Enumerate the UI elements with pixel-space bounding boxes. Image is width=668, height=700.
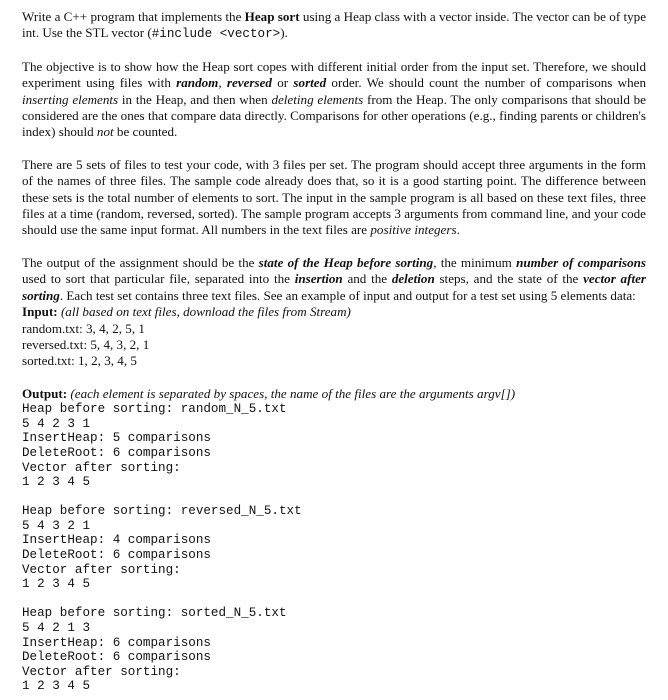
- input-label: Input:: [22, 304, 58, 320]
- code-line: 1 2 3 4 5: [22, 679, 91, 694]
- code-line: Heap before sorting: random_N_5.txt: [22, 402, 287, 417]
- code-line: Vector after sorting:: [22, 562, 181, 577]
- output-desc-text: The output of the assignment should be the: [22, 254, 259, 270]
- objective-text-2: ,: [218, 75, 227, 91]
- output-heading: [22, 386, 646, 402]
- output-desc-text-4: and the: [342, 271, 392, 287]
- paragraph-gap: [22, 141, 646, 157]
- output-label: Output:: [22, 385, 68, 401]
- output-note: (each element is separated by spaces, the name of the files are the arguments argv[]): [67, 385, 516, 401]
- intro-text: Write a C++ program that implements the: [22, 9, 245, 24]
- input-file-line: sorted.txt: 1, 2, 3, 4, 5: [22, 353, 137, 369]
- test-sets-paragraph: [22, 157, 646, 239]
- heap-sort-term: Heap sort: [244, 9, 300, 24]
- output-desc-text-2: , the minimum: [433, 254, 517, 270]
- code-line: 1 2 3 4 5: [22, 577, 91, 592]
- positive-integers-term: positive integers: [370, 222, 457, 238]
- output-block-reversed: [22, 504, 646, 592]
- code-line: 5 4 3 2 1: [22, 518, 91, 533]
- code-gap: [22, 592, 646, 607]
- intro-text-2: using a Heap class with a vector inside. The vector can be of type int. Use the STL vector (: [22, 9, 647, 41]
- intro-text-3: ).: [280, 25, 288, 41]
- inserting-elements-term: inserting elements: [22, 91, 119, 107]
- input-section: [22, 304, 646, 370]
- objective-text-5: in the Heap, and then when: [118, 91, 272, 107]
- input-file-line: random.txt: 3, 4, 2, 5, 1: [22, 320, 145, 336]
- code-line: Vector after sorting:: [22, 460, 181, 475]
- deleting-elements-term: deleting elements: [271, 91, 364, 107]
- objective-text: The objective is to show how the Heap sort copes with different initial order from the input set. Therefore, we should experiment using files with: [22, 58, 646, 91]
- vector-after-sorting-term: vector after sorting: [22, 271, 646, 303]
- output-desc-text-5: steps, and the state of the: [434, 271, 584, 287]
- code-line: Heap before sorting: reversed_N_5.txt: [22, 504, 302, 519]
- objective-text-6: from the Heap. The only comparisons that should be considered are the ones that compare data directly. Comparisons for other operations (e.g., finding parents or children's index) should: [22, 91, 646, 140]
- sorted-term: sorted: [293, 75, 327, 91]
- comparisons-term: number of comparisons: [516, 254, 646, 270]
- insertion-term: insertion: [294, 271, 343, 287]
- objective-text-4: order. We should count the number of comparisons when: [326, 75, 647, 91]
- heap-state-term: state of the Heap before sorting: [258, 254, 434, 270]
- code-line: InsertHeap: 5 comparisons: [22, 431, 211, 446]
- code-gap: [22, 490, 646, 505]
- output-block-random: [22, 402, 646, 490]
- input-note: (all based on text files, download the files from Stream): [57, 304, 351, 320]
- input-heading: [22, 304, 646, 320]
- code-line: InsertHeap: 4 comparisons: [22, 533, 211, 548]
- code-line: 1 2 3 4 5: [22, 475, 91, 490]
- intro-paragraph: [22, 9, 646, 43]
- paragraph-gap: [22, 239, 646, 255]
- input-file-line: reversed.txt: 5, 4, 3, 2, 1: [22, 336, 150, 352]
- test-sets-text-2: .: [456, 222, 460, 238]
- code-line: InsertHeap: 6 comparisons: [22, 635, 211, 650]
- include-vector-code: #include <vector>: [151, 27, 281, 42]
- code-line: Heap before sorting: sorted_N_5.txt: [22, 606, 287, 621]
- not-term: not: [96, 124, 114, 140]
- code-line: DeleteRoot: 6 comparisons: [22, 445, 211, 460]
- output-desc-text-6: . Each test set contains three text files. See an example of input and output for a test set using 5 elements data:: [59, 287, 636, 303]
- objective-paragraph: [22, 59, 646, 141]
- output-section: [22, 386, 646, 694]
- objective-text-7: be counted.: [113, 124, 178, 140]
- paragraph-gap: [22, 370, 646, 386]
- code-line: DeleteRoot: 6 comparisons: [22, 548, 211, 563]
- reversed-term: reversed: [226, 75, 272, 91]
- code-line: Vector after sorting:: [22, 664, 181, 679]
- deletion-term: deletion: [391, 271, 435, 287]
- code-line: 5 4 2 3 1: [22, 416, 91, 431]
- output-block-sorted: [22, 606, 646, 694]
- test-sets-text: There are 5 sets of files to test your code, with 3 files per set. The program should accept three arguments in the form of the names of three files. The sample code already does that, so it is a good starting point. The difference between these sets is the total number of elements to sort. The input in the sample program is all based on these text files, three files at a time (random, reversed, sorted). The sample program accepts 3 arguments from command line, and your code should use the same input format. All numbers in the text files are: [22, 156, 646, 238]
- random-term: random: [176, 75, 219, 91]
- output-desc-text-3: used to sort that particular file, separated into the: [22, 271, 295, 287]
- objective-text-3: or: [271, 75, 294, 91]
- code-line: DeleteRoot: 6 comparisons: [22, 650, 211, 665]
- paragraph-gap: [22, 43, 646, 59]
- code-line: 5 4 2 1 3: [22, 621, 91, 636]
- output-description-paragraph: [22, 255, 646, 304]
